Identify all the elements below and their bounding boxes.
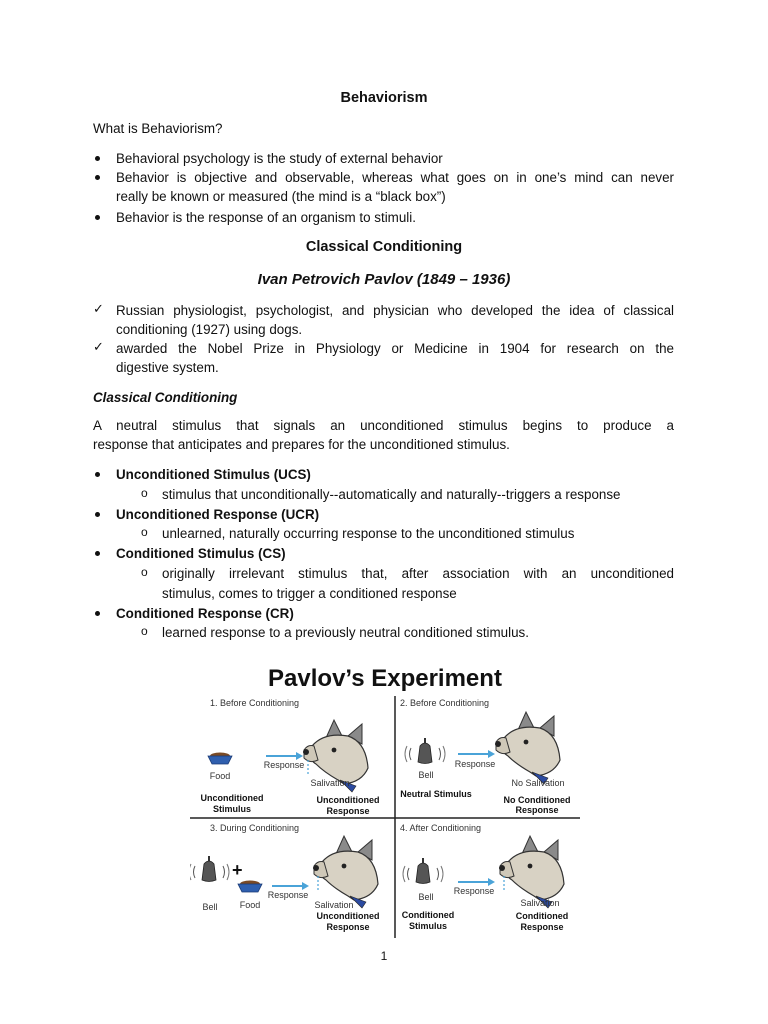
response-label: Salivation [520,898,560,908]
caption-right: Response [520,922,564,932]
response-label: Salivation [310,778,350,788]
check-text: Russian physiologist, psychologist, and physician who developed the idea of classical [116,303,674,318]
circle-bullet-icon: o [141,486,148,500]
caption-right: No Conditioned [503,795,571,805]
intro-question: What is Behaviorism? [93,121,223,136]
term-desc: learned response to a previously neutral conditioned stimulus. [162,625,529,640]
circle-bullet-icon: o [141,525,148,539]
food-bowl-icon [238,881,262,893]
caption-left: Stimulus [212,804,252,814]
bullet-icon [95,472,100,477]
bullet-text: Behavior is objective and observable, whereas what goes on in one’s mind can never [116,170,674,185]
plus-sign: + [232,860,243,880]
bullet-icon [95,611,100,616]
arrow-icon [266,752,303,760]
bullet-icon [95,175,100,180]
checkmark-icon: ✓ [93,339,104,354]
caption-left: Neutral Stimulus [400,789,472,799]
panel-1 [201,698,380,816]
caption-right: Response [326,922,370,932]
check-text: awarded the Nobel Prize in Physiology or Medicine in 1904 for research on the [116,341,674,356]
sub-heading: Classical Conditioning [93,390,238,405]
caption-right: Conditioned [515,911,569,921]
panel-label: 3. During Conditioning [210,823,300,833]
caption-left: Conditioned [401,910,455,920]
term-label: Conditioned Stimulus (CS) [116,546,286,561]
arrow-label: Response [453,886,495,896]
circle-bullet-icon: o [141,565,148,579]
caption-right: Response [515,805,559,815]
circle-bullet-icon: o [141,624,148,638]
panel-2 [400,698,571,815]
bullet-icon [95,512,100,517]
term-label: Unconditioned Stimulus (UCS) [116,467,311,482]
bell-icon [405,738,445,764]
stimulus-label-2: Food [239,900,261,910]
arrow-label: Response [454,759,496,769]
check-text-cont: digestive system. [116,360,219,375]
term-desc: stimulus that unconditionally--automatically and naturally--triggers a response [162,487,621,502]
bullet-text: Behavior is the response of an organism to stimuli. [116,210,416,225]
caption-right: Unconditioned [316,795,380,805]
response-label: Salivation [314,900,354,910]
panel-3 [190,823,380,932]
bullet-text: Behavioral psychology is the study of external behavior [116,151,443,166]
checkmark-icon: ✓ [93,301,104,316]
check-text-cont: conditioning (1927) using dogs. [116,322,303,337]
definition-line: A neutral stimulus that signals an unconditioned stimulus begins to produce a [93,418,674,433]
food-bowl-icon [208,753,232,765]
stimulus-label: Bell [202,902,218,912]
term-label: Unconditioned Response (UCR) [116,507,320,522]
person-title: Ivan Petrovich Pavlov (1849 – 1936) [257,271,511,288]
arrow-label: Response [263,760,305,770]
stimulus-label: Bell [418,770,434,780]
arrow-icon [458,878,495,886]
arrow-icon [458,750,495,758]
panel-label: 1. Before Conditioning [210,698,300,708]
bell-icon [190,856,229,882]
caption-right: Unconditioned [316,911,380,921]
document-title: Behaviorism [340,90,428,106]
term-label: Conditioned Response (CR) [116,606,294,621]
page-number: 1 [380,949,388,963]
term-desc-cont: stimulus, comes to trigger a conditioned response [162,586,457,601]
caption-left: Stimulus [408,921,448,931]
stimulus-label: Food [209,771,231,781]
arrow-label: Response [267,890,309,900]
response-label: No Salivation [511,778,565,788]
term-desc: originally irrelevant stimulus that, after association with an unconditioned [162,566,674,581]
dog-icon [495,712,560,784]
bullet-icon [95,551,100,556]
stimulus-label: Bell [418,892,434,902]
arrow-icon [272,882,309,890]
definition-line: response that anticipates and prepares for the unconditioned stimulus. [93,437,510,452]
bullet-text-cont: really be known or measured (the mind is a “black box”) [116,189,446,204]
dog-icon [313,836,378,908]
panel-4 [400,823,568,932]
section-title: Classical Conditioning [305,239,463,255]
figure-title: Pavlov’s Experiment [268,665,502,692]
bell-icon [403,858,443,884]
caption-right: Response [326,806,370,816]
pavlov-experiment-figure [190,656,580,938]
caption-left: Unconditioned [200,793,264,803]
term-desc: unlearned, naturally occurring response to the unconditioned stimulus [162,526,575,541]
panel-label: 4. After Conditioning [400,823,482,833]
bullet-icon [95,156,100,161]
panel-label: 2. Before Conditioning [400,698,490,708]
bullet-icon [95,215,100,220]
